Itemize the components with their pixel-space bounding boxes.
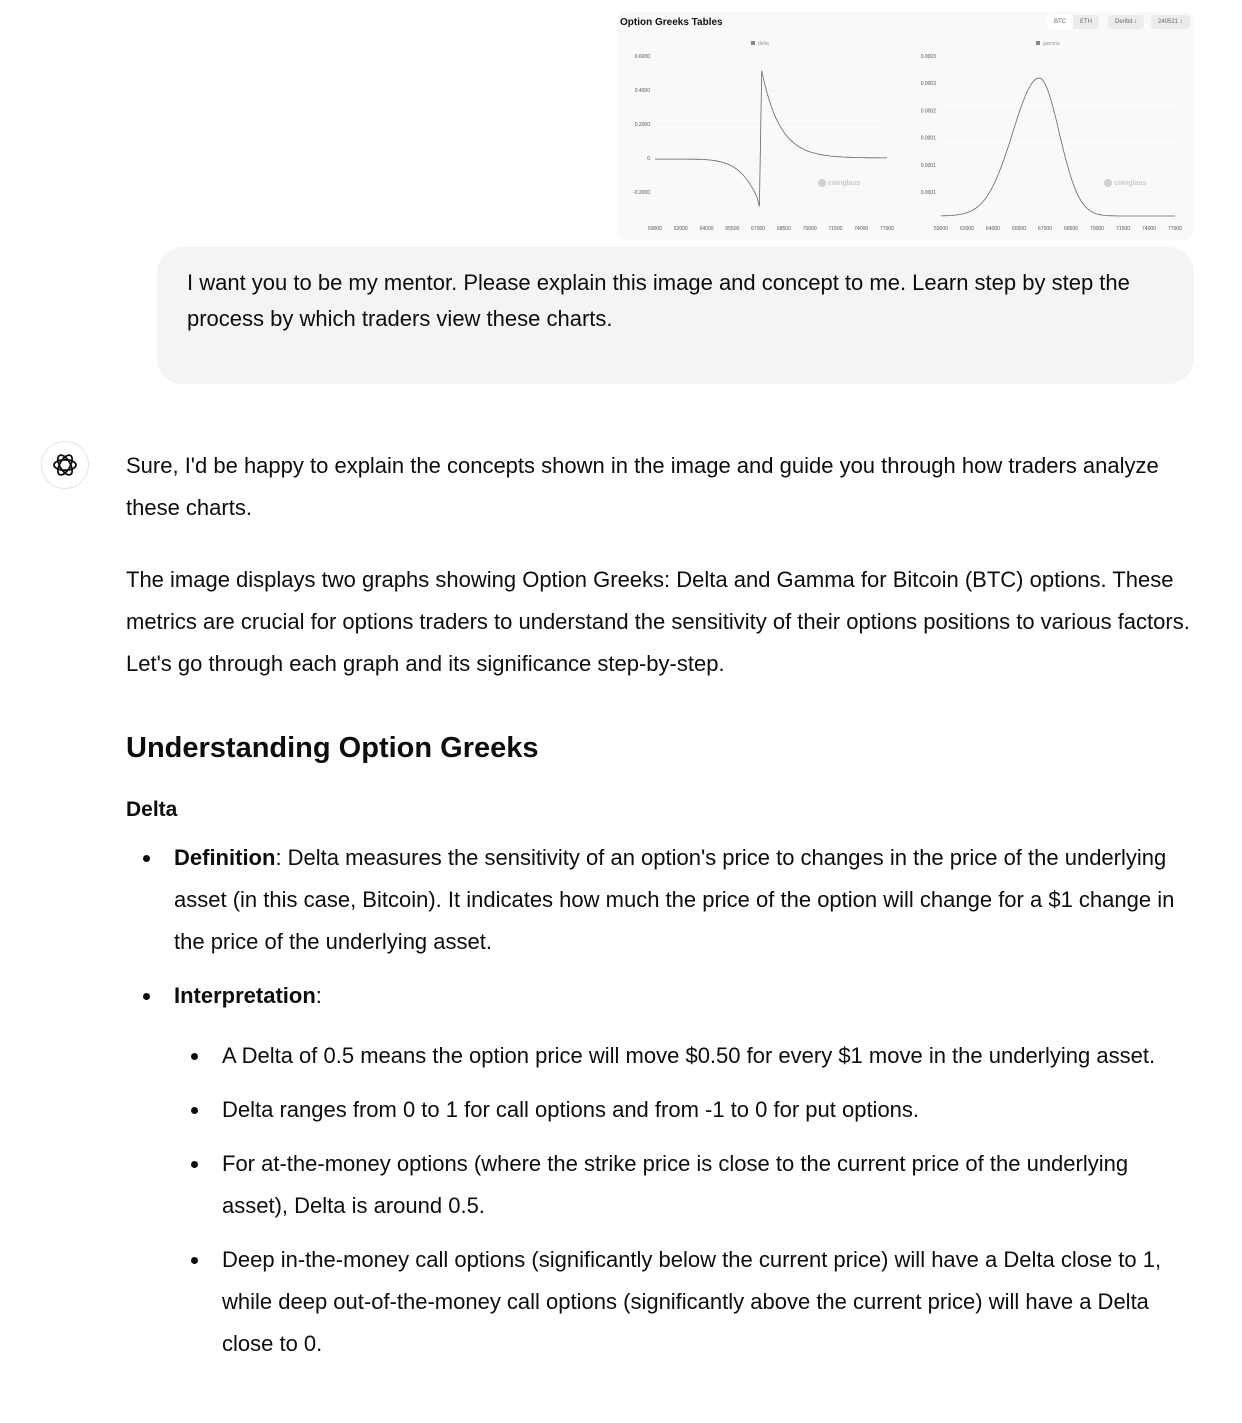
x-tick-label: 77000 bbox=[880, 226, 894, 232]
x-tick-label: 71500 bbox=[1116, 226, 1130, 232]
y-tick-label: 0.0003 bbox=[920, 81, 936, 88]
legend-swatch bbox=[1036, 41, 1040, 45]
sub-list-item: A Delta of 0.5 means the option price will move $0.50 for every $1 move in the underlying asset. bbox=[126, 1035, 1196, 1077]
greeks-charts bbox=[617, 12, 1194, 240]
legend-label: delta bbox=[758, 41, 769, 47]
tab-btc: BTC bbox=[1047, 15, 1073, 29]
list-item-interpretation bbox=[126, 975, 1196, 1017]
y-tick-label: 0.0001 bbox=[920, 135, 936, 142]
y-tick-label: 0 bbox=[647, 156, 650, 162]
gamma-series-line bbox=[941, 78, 1175, 216]
y-tick-label: 0.0001 bbox=[920, 162, 936, 169]
interpretation-label: Interpretation bbox=[174, 983, 316, 1008]
x-tick-label: 62000 bbox=[960, 226, 974, 232]
y-tick-label: 0.0002 bbox=[920, 108, 936, 115]
x-tick-label: 65500 bbox=[725, 226, 740, 232]
x-tick-label: 74000 bbox=[1142, 226, 1156, 232]
sub-list-item: For at-the-money options (where the strike price is close to the current price of the underlying asset), Delta is around 0.5. bbox=[126, 1143, 1196, 1227]
x-tick-label: 67000 bbox=[751, 226, 766, 232]
exchange-select: Deribit ↕ bbox=[1108, 15, 1144, 29]
y-tick-label: 0.4000 bbox=[634, 88, 650, 94]
section-heading: Understanding Option Greeks bbox=[126, 732, 539, 764]
gamma-chart bbox=[921, 41, 1182, 232]
attached-image[interactable] bbox=[617, 12, 1194, 240]
x-tick-label: 59000 bbox=[934, 226, 948, 232]
user-message: I want you to be my mentor. Please explain this image and concept to me. Learn step by step the process by which traders view these charts. bbox=[157, 247, 1194, 384]
y-tick-label: 0.0003 bbox=[920, 54, 936, 60]
watermark: coinglass bbox=[1114, 180, 1147, 187]
x-tick-label: 65500 bbox=[1012, 226, 1026, 232]
subheading-delta: Delta bbox=[126, 798, 178, 821]
assistant-message bbox=[126, 445, 1196, 1365]
legend-swatch bbox=[751, 41, 755, 45]
delta-list bbox=[126, 837, 1196, 1365]
assistant-avatar bbox=[41, 441, 89, 489]
x-tick-label: 74000 bbox=[854, 226, 869, 232]
x-tick-label: 64000 bbox=[699, 226, 714, 232]
watermark-logo-icon bbox=[1104, 179, 1112, 187]
expiry-select: 240521 ↕ bbox=[1151, 15, 1190, 29]
y-tick-label: -0.2000 bbox=[633, 190, 650, 196]
overview-paragraph: The image displays two graphs showing Option Greeks: Delta and Gamma for Bitcoin (BTC) options. These metrics are crucial for options traders to understand the sensitivity of their options positions to various factors. Let's go through each graph and its significance step-by-step. bbox=[126, 567, 1190, 676]
watermark-logo-icon bbox=[818, 179, 826, 187]
openai-logo-icon bbox=[51, 451, 79, 479]
tab-eth: ETH bbox=[1080, 19, 1092, 25]
x-tick-label: 70000 bbox=[802, 226, 817, 232]
x-tick-label: 77000 bbox=[1168, 226, 1182, 232]
delta-chart bbox=[633, 41, 894, 232]
sub-list-item: Delta ranges from 0 to 1 for call options and from -1 to 0 for put options. bbox=[126, 1089, 1196, 1131]
x-tick-label: 68500 bbox=[776, 226, 791, 232]
x-tick-label: 71500 bbox=[828, 226, 843, 232]
intro-paragraph: Sure, I'd be happy to explain the concepts shown in the image and guide you through how traders analyze these charts. bbox=[126, 453, 1159, 520]
x-tick-label: 62000 bbox=[673, 226, 688, 232]
definition-label: Definition bbox=[174, 845, 276, 870]
list-item-definition bbox=[126, 837, 1196, 963]
x-tick-label: 68500 bbox=[1064, 226, 1078, 232]
watermark: coinglass bbox=[828, 180, 861, 187]
interpretation-colon: : bbox=[315, 983, 322, 1008]
definition-text: : Delta measures the sensitivity of an option's price to changes in the price of the underlying asset (in this case, Bitcoin). It indicates how much the price of the option will change for a $1 change in the price of the underlying asset. bbox=[174, 845, 1175, 954]
y-tick-label: 0.2000 bbox=[634, 122, 650, 128]
y-tick-label: 0.6000 bbox=[634, 54, 650, 60]
image-title: Option Greeks Tables bbox=[620, 17, 723, 28]
x-tick-label: 70000 bbox=[1090, 226, 1104, 232]
x-tick-label: 64000 bbox=[986, 226, 1000, 232]
legend-label: gamma bbox=[1043, 41, 1060, 47]
sub-list-item: Deep in-the-money call options (significantly below the current price) will have a Delta close to 1, while deep out-of-the-money call options (significantly above the current price) will have a Delta close to 0. bbox=[126, 1239, 1196, 1365]
x-tick-label: 59000 bbox=[648, 226, 662, 232]
y-tick-label: 0.0001 bbox=[920, 190, 936, 196]
x-tick-label: 67000 bbox=[1038, 226, 1052, 232]
